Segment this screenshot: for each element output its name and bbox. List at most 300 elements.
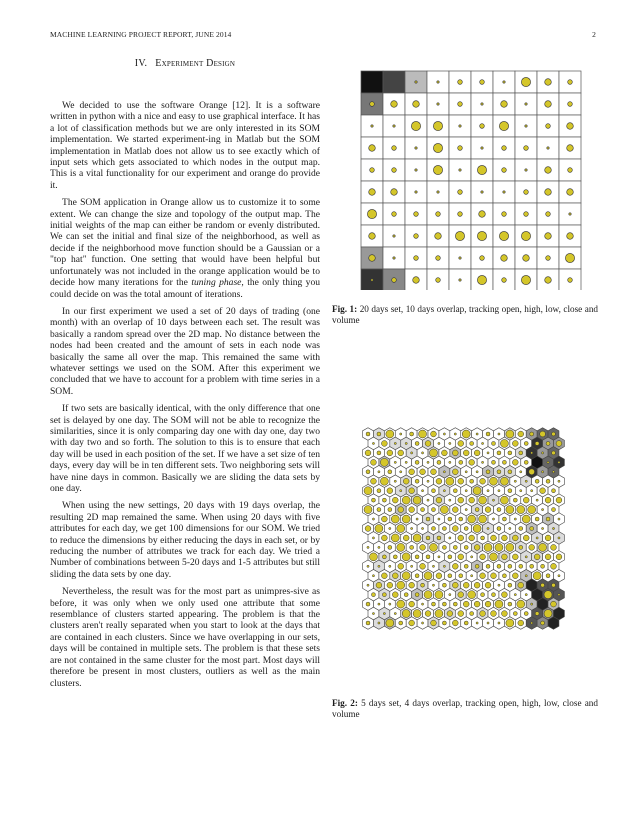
som-hex-node [378, 546, 380, 548]
som-node [521, 275, 530, 284]
page-number: 2 [592, 30, 596, 39]
paragraph-1: We decided to use the software Orange [12]. It is a software written in python with a nice and easy to use graphical interface. It has a lot of classification methods but we are only interested in its SOM implementation. We started experiment-ing in Matlab but the SOM implementation in Matlab does not allow us to see exactly which of input sets which gets associated to which nodes in the output map. This is a vital functionality for our experiment and orange do provide it. [50, 100, 320, 191]
som-hex-node [533, 572, 541, 580]
som-hex-node [458, 478, 464, 484]
som-hex-node [377, 508, 381, 512]
som-hex-node [498, 490, 500, 492]
som-hex-node [449, 594, 451, 596]
som-node [369, 189, 376, 196]
som-hex-node [558, 575, 560, 577]
som-node [433, 165, 442, 174]
som-node [458, 80, 463, 85]
som-node [433, 121, 442, 130]
som-hex-node [403, 535, 409, 541]
som-hex-node [491, 535, 497, 541]
som-hex-node [394, 461, 396, 463]
som-hex-node [489, 553, 497, 561]
figure-1-label: Fig. 1: [332, 304, 358, 314]
som-hex-node [420, 545, 426, 551]
som-hex-node [508, 470, 512, 474]
som-hex-node [535, 517, 539, 521]
som-hex-node [429, 449, 437, 457]
som-hex-node [372, 612, 374, 614]
som-hex-node [402, 496, 410, 504]
figure-1-square-som-map [360, 70, 584, 290]
som-hex-node [458, 497, 464, 503]
som-node [433, 143, 442, 152]
som-hex-node [514, 480, 516, 482]
som-hex-node [459, 574, 463, 578]
figure-2-hex-som-map [360, 425, 585, 695]
som-hex-node [448, 517, 452, 521]
som-hex-node [498, 433, 500, 435]
som-hex-node [410, 545, 414, 549]
som-hex-node [438, 556, 440, 558]
running-header [50, 30, 596, 42]
som-node [370, 102, 375, 107]
som-hex-node [508, 564, 512, 568]
som-hex-node [392, 592, 398, 598]
som-hex-node [458, 441, 464, 447]
som-hex-node [392, 573, 398, 579]
som-hex-node [421, 622, 423, 624]
som-node [546, 124, 551, 129]
som-node [413, 101, 420, 108]
som-hex-node [473, 487, 481, 495]
som-hex-node [427, 499, 429, 501]
som-node [370, 168, 375, 173]
som-hex-node [531, 490, 533, 492]
som-hex-node [551, 545, 557, 551]
som-hex-node [545, 497, 551, 503]
som-hex-node [413, 496, 421, 504]
som-hex-node [465, 490, 467, 492]
figure-2-caption-text: 5 days set, 4 days overlap, tracking open, high, low, close and volume [332, 698, 598, 719]
som-node [545, 277, 552, 284]
som-hex-node [429, 543, 437, 551]
som-hex-node [469, 459, 475, 465]
som-hex-node [443, 490, 445, 492]
som-hex-node [366, 432, 370, 436]
som-hex-node [382, 555, 386, 559]
som-hex-node [495, 600, 503, 608]
som-node [392, 278, 397, 283]
som-node [480, 124, 485, 129]
som-hex-node [512, 554, 518, 560]
som-hex-node [452, 582, 458, 588]
som-hex-node [523, 535, 529, 541]
som-hex-node [380, 458, 388, 466]
som-hex-node [387, 488, 393, 494]
paragraph-6: Nevertheless, the result was for the most part as unimpres-sive as before, it was only when we only used one attribute that some resemblance of clusters started appearing. The problem is that the clusters aren't really separated when you start to look at the days that are contained in each clusters. Since we have overlapping in our sets, days will be contained in multiple sets. The problem is that these sets are not contained in the same cluster for the most part. Most days will therefore be present in most clusters, outliers as well as the main clusters. [50, 586, 320, 689]
som-node [481, 191, 483, 193]
som-hex-node [409, 582, 415, 588]
som-hex-node [436, 497, 442, 503]
som-hex-node [558, 537, 560, 539]
som-hex-node [452, 563, 458, 569]
som-hex-node [394, 442, 396, 444]
som-hex-node [552, 527, 554, 529]
som-hex-node [463, 450, 469, 456]
som-hex-node [442, 602, 446, 606]
som-hex-node [452, 507, 458, 513]
som-hex-node [525, 556, 527, 558]
som-hex-node [415, 593, 419, 597]
som-node [501, 255, 508, 262]
som-hex-node [421, 508, 425, 512]
som-hex-node [487, 452, 489, 454]
som-hex-node [453, 602, 457, 606]
som-hex-node [420, 469, 426, 475]
som-node [521, 231, 530, 240]
som-node [415, 169, 417, 171]
som-hex-node [377, 432, 381, 436]
som-hex-node [512, 535, 518, 541]
som-hex-node [534, 554, 540, 560]
som-hex-node [381, 516, 387, 522]
som-hex-node [508, 489, 512, 493]
som-hex-node [468, 591, 476, 599]
som-hex-node [486, 470, 490, 474]
som-hex-node [491, 611, 497, 617]
som-hex-node [492, 518, 494, 520]
som-hex-node [474, 545, 480, 551]
som-hex-node [529, 469, 535, 475]
som-hex-node [399, 621, 403, 625]
som-hex-node [394, 480, 396, 482]
som-hex-node [485, 601, 491, 607]
som-hex-node [435, 591, 443, 599]
som-hex-node [382, 593, 386, 597]
som-hex-node [474, 582, 480, 588]
som-hex-node [459, 517, 463, 521]
som-hex-node [448, 574, 452, 578]
som-node [477, 165, 486, 174]
som-node [568, 80, 573, 85]
som-hex-node [546, 517, 550, 521]
som-hex-node [431, 508, 435, 512]
som-hex-node [500, 496, 508, 504]
som-hex-node [389, 603, 391, 605]
som-node [502, 168, 507, 173]
som-hex-node [377, 489, 381, 493]
som-hex-node [535, 612, 539, 616]
som-node [392, 146, 397, 151]
som-hex-node [364, 506, 372, 514]
som-hex-node [397, 525, 405, 533]
som-hex-node [468, 515, 476, 523]
som-node [546, 212, 551, 217]
som-node [435, 233, 442, 240]
som-node [567, 233, 574, 240]
som-hex-node [443, 565, 445, 567]
som-hex-node [556, 554, 562, 560]
som-hex-node [431, 431, 437, 437]
som-hex-node [397, 543, 405, 551]
som-hex-node [501, 592, 507, 598]
som-hex-node [545, 535, 551, 541]
som-hex-node [471, 575, 473, 577]
som-node [393, 125, 395, 127]
som-hex-node [501, 554, 507, 560]
som-node [480, 80, 485, 85]
som-hex-node [411, 452, 413, 454]
som-hex-node [546, 479, 550, 483]
som-node [437, 191, 439, 193]
som-hex-node [497, 564, 501, 568]
som-node [369, 255, 376, 262]
som-hex-node [449, 461, 451, 463]
som-hex-node [529, 545, 535, 551]
som-node [524, 146, 529, 151]
som-hex-node [519, 564, 523, 568]
som-hex-node [487, 527, 489, 529]
som-hex-node [449, 499, 451, 501]
som-hex-node [547, 461, 549, 463]
figure-1-caption-text: 20 days set, 10 days overlap, tracking open, high, low, close and volume [332, 304, 599, 325]
som-hex-node [464, 545, 468, 549]
som-hex-node [386, 430, 394, 438]
som-hex-node [470, 479, 474, 483]
som-hex-node [541, 471, 543, 473]
som-hex-node [464, 621, 468, 625]
som-hex-cell [548, 617, 559, 630]
som-hex-node [442, 545, 446, 549]
som-hex-node [464, 564, 468, 568]
som-hex-node [415, 460, 419, 464]
som-hex-node [486, 432, 490, 436]
som-node [480, 256, 485, 261]
som-hex-node [367, 546, 369, 548]
figure-2-label: Fig. 2: [332, 698, 358, 708]
som-hex-node [431, 602, 435, 606]
som-node [459, 125, 461, 127]
som-hex-node [436, 573, 442, 579]
som-hex-node [458, 592, 464, 598]
som-hex-node [381, 535, 387, 541]
som-hex-node [421, 583, 425, 587]
som-hex-node [410, 432, 414, 436]
som-hex-node [409, 601, 415, 607]
som-hex-node [500, 477, 508, 485]
som-node [567, 145, 574, 152]
som-node [369, 233, 376, 240]
som-hex-node [495, 543, 503, 551]
som-hex-node [470, 441, 474, 445]
som-hex-node [443, 471, 445, 473]
som-hex-node [388, 545, 392, 549]
som-hex-node [378, 603, 380, 605]
som-hex-node [436, 478, 442, 484]
som-hex-node [497, 470, 501, 474]
som-hex-node [405, 442, 407, 444]
paragraph-2-text: The SOM application in Orange allow us to customize it to some extent. We can change the size and topology of the output map. The initial weights of the map can either be random or evenly distributed. We can set the initial and final size of the neighborhood, as well as decide if the neighborhood move function should be a Gaussian or a "top hat" function. One setting that would have been helpful but unfortunately was not included in the orange application would be to decide how many iterations for the [50, 197, 320, 289]
som-hex-node [427, 461, 429, 463]
som-hex-node [409, 469, 415, 475]
som-hex-node [448, 555, 452, 559]
som-hex-node [535, 479, 539, 483]
figure-1-caption [332, 304, 598, 326]
paragraph-2 [50, 197, 320, 300]
som-hex-node [473, 525, 481, 533]
som-hex-node [381, 573, 387, 579]
som-hex-node [377, 451, 381, 455]
som-hex-node [441, 450, 447, 456]
som-node [502, 278, 507, 283]
som-hex-node [541, 621, 545, 625]
som-hex-node [546, 441, 550, 445]
som-hex-node [530, 564, 534, 568]
som-hex-node [528, 506, 536, 514]
som-hex-node [402, 610, 410, 618]
som-hex-node [525, 480, 527, 482]
som-node [371, 125, 373, 127]
som-hex-node [489, 477, 497, 485]
som-hex-node [382, 498, 386, 502]
som-node [415, 147, 417, 149]
som-hex-node [415, 574, 419, 578]
som-hex-node [411, 565, 413, 567]
som-hex-node [491, 593, 495, 597]
som-hex-node [409, 620, 415, 626]
som-hex-node [541, 452, 543, 454]
som-hex-node [378, 622, 380, 624]
som-hex-node [530, 432, 534, 436]
som-node [436, 212, 441, 217]
som-hex-node [506, 430, 514, 438]
som-hex-node [502, 460, 506, 464]
som-hex-node [551, 563, 557, 569]
som-node [545, 233, 552, 240]
som-node [367, 209, 376, 218]
som-node [568, 278, 573, 283]
som-hex-node [388, 508, 392, 512]
som-node [568, 168, 573, 173]
som-hex-node [480, 554, 486, 560]
som-hex-node [462, 430, 470, 438]
som-node [393, 235, 395, 237]
som-hex-node [479, 496, 487, 504]
som-hex-node [519, 451, 523, 455]
som-hex-node [440, 506, 448, 514]
som-hex-node [365, 450, 371, 456]
som-hex-node [378, 565, 380, 567]
som-hex-node [519, 527, 523, 531]
som-hex-node [481, 593, 485, 597]
som-hex-node [558, 480, 560, 482]
som-hex-node [552, 508, 556, 512]
som-hex-node [556, 441, 562, 447]
som-hex-node [469, 497, 475, 503]
som-hex-node [463, 601, 469, 607]
som-hex-node [512, 573, 518, 579]
som-hex-node [431, 469, 437, 475]
som-node [501, 101, 508, 108]
som-hex-node [421, 490, 423, 492]
som-hex-node [544, 610, 552, 618]
som-hex-node [449, 442, 451, 444]
som-node [567, 123, 574, 130]
som-node [414, 234, 419, 239]
som-node [499, 231, 508, 240]
som-hex-node [519, 545, 523, 549]
som-hex-node [524, 612, 528, 616]
som-node [413, 277, 420, 284]
som-hex-node [371, 498, 375, 502]
som-hex-node [541, 509, 543, 511]
som-hex-node [502, 574, 506, 578]
som-hex-node [497, 508, 501, 512]
som-node [458, 212, 463, 217]
som-hex-node [392, 497, 398, 503]
som-hex-node [405, 461, 407, 463]
figure-2-caption [332, 698, 598, 720]
som-hex-node [514, 518, 516, 520]
som-hex-node [491, 460, 495, 464]
som-hex-node [420, 563, 426, 569]
som-node [499, 121, 508, 130]
som-hex-node [540, 488, 546, 494]
som-hex-node [539, 543, 547, 551]
som-node [414, 256, 419, 261]
som-node [545, 79, 552, 86]
som-hex-node [400, 490, 402, 492]
som-hex-node [497, 527, 501, 531]
som-hex-node [415, 555, 419, 559]
som-hex-node [508, 583, 512, 587]
running-title: MACHINE LEARNING PROJECT REPORT, JUNE 2014 [50, 30, 232, 39]
som-hex-node [484, 543, 492, 551]
som-hex-node [365, 526, 371, 532]
som-hex-node [491, 573, 497, 579]
som-hex-node [381, 441, 387, 447]
som-hex-node [481, 536, 485, 540]
som-hex-node [442, 527, 446, 531]
som-node [502, 212, 507, 217]
figure-2-svg [360, 425, 585, 695]
som-hex-node [531, 622, 533, 624]
som-hex-node [404, 593, 408, 597]
som-hex-node [486, 564, 490, 568]
som-cell [361, 71, 383, 93]
som-hex-node [556, 497, 562, 503]
som-hex-node [387, 582, 393, 588]
som-hex-node [535, 441, 539, 445]
som-hex-node [465, 471, 467, 473]
som-hex-node [372, 575, 374, 577]
som-hex-node [372, 537, 374, 539]
som-hex-node [524, 441, 528, 445]
paragraph-5: When using the new settings, 20 days with 19 days overlap, the resulting 2D map remained the same. When using 20 days with five attributes for each day, we get 100 dimensions for our SOM. We tried to reduce the dimensions by either reducing the days in each set, or by reducing the number of attributes we track for each day. We tried a Number of combinations between 5-20 days and 1-5 attributes but still sliding the data sets by one day. [50, 500, 320, 580]
som-hex-node [369, 553, 377, 561]
figure-1-svg [360, 70, 584, 290]
som-hex-node [416, 518, 418, 520]
som-node [503, 191, 505, 193]
som-hex-node [400, 433, 402, 435]
som-hex-node [458, 535, 464, 541]
paragraph-2-tail: , the only thing you could decide on was the total amount of iterations. [50, 277, 320, 300]
som-hex-node [452, 469, 458, 475]
som-hex-node [481, 442, 483, 444]
som-hex-node [480, 478, 486, 484]
som-hex-node [438, 518, 440, 520]
som-hex-node [452, 450, 458, 456]
som-hex-node [426, 536, 430, 540]
som-hex-node [474, 450, 480, 456]
som-node [459, 169, 461, 171]
som-hex-node [402, 553, 410, 561]
som-hex-node [366, 621, 370, 625]
